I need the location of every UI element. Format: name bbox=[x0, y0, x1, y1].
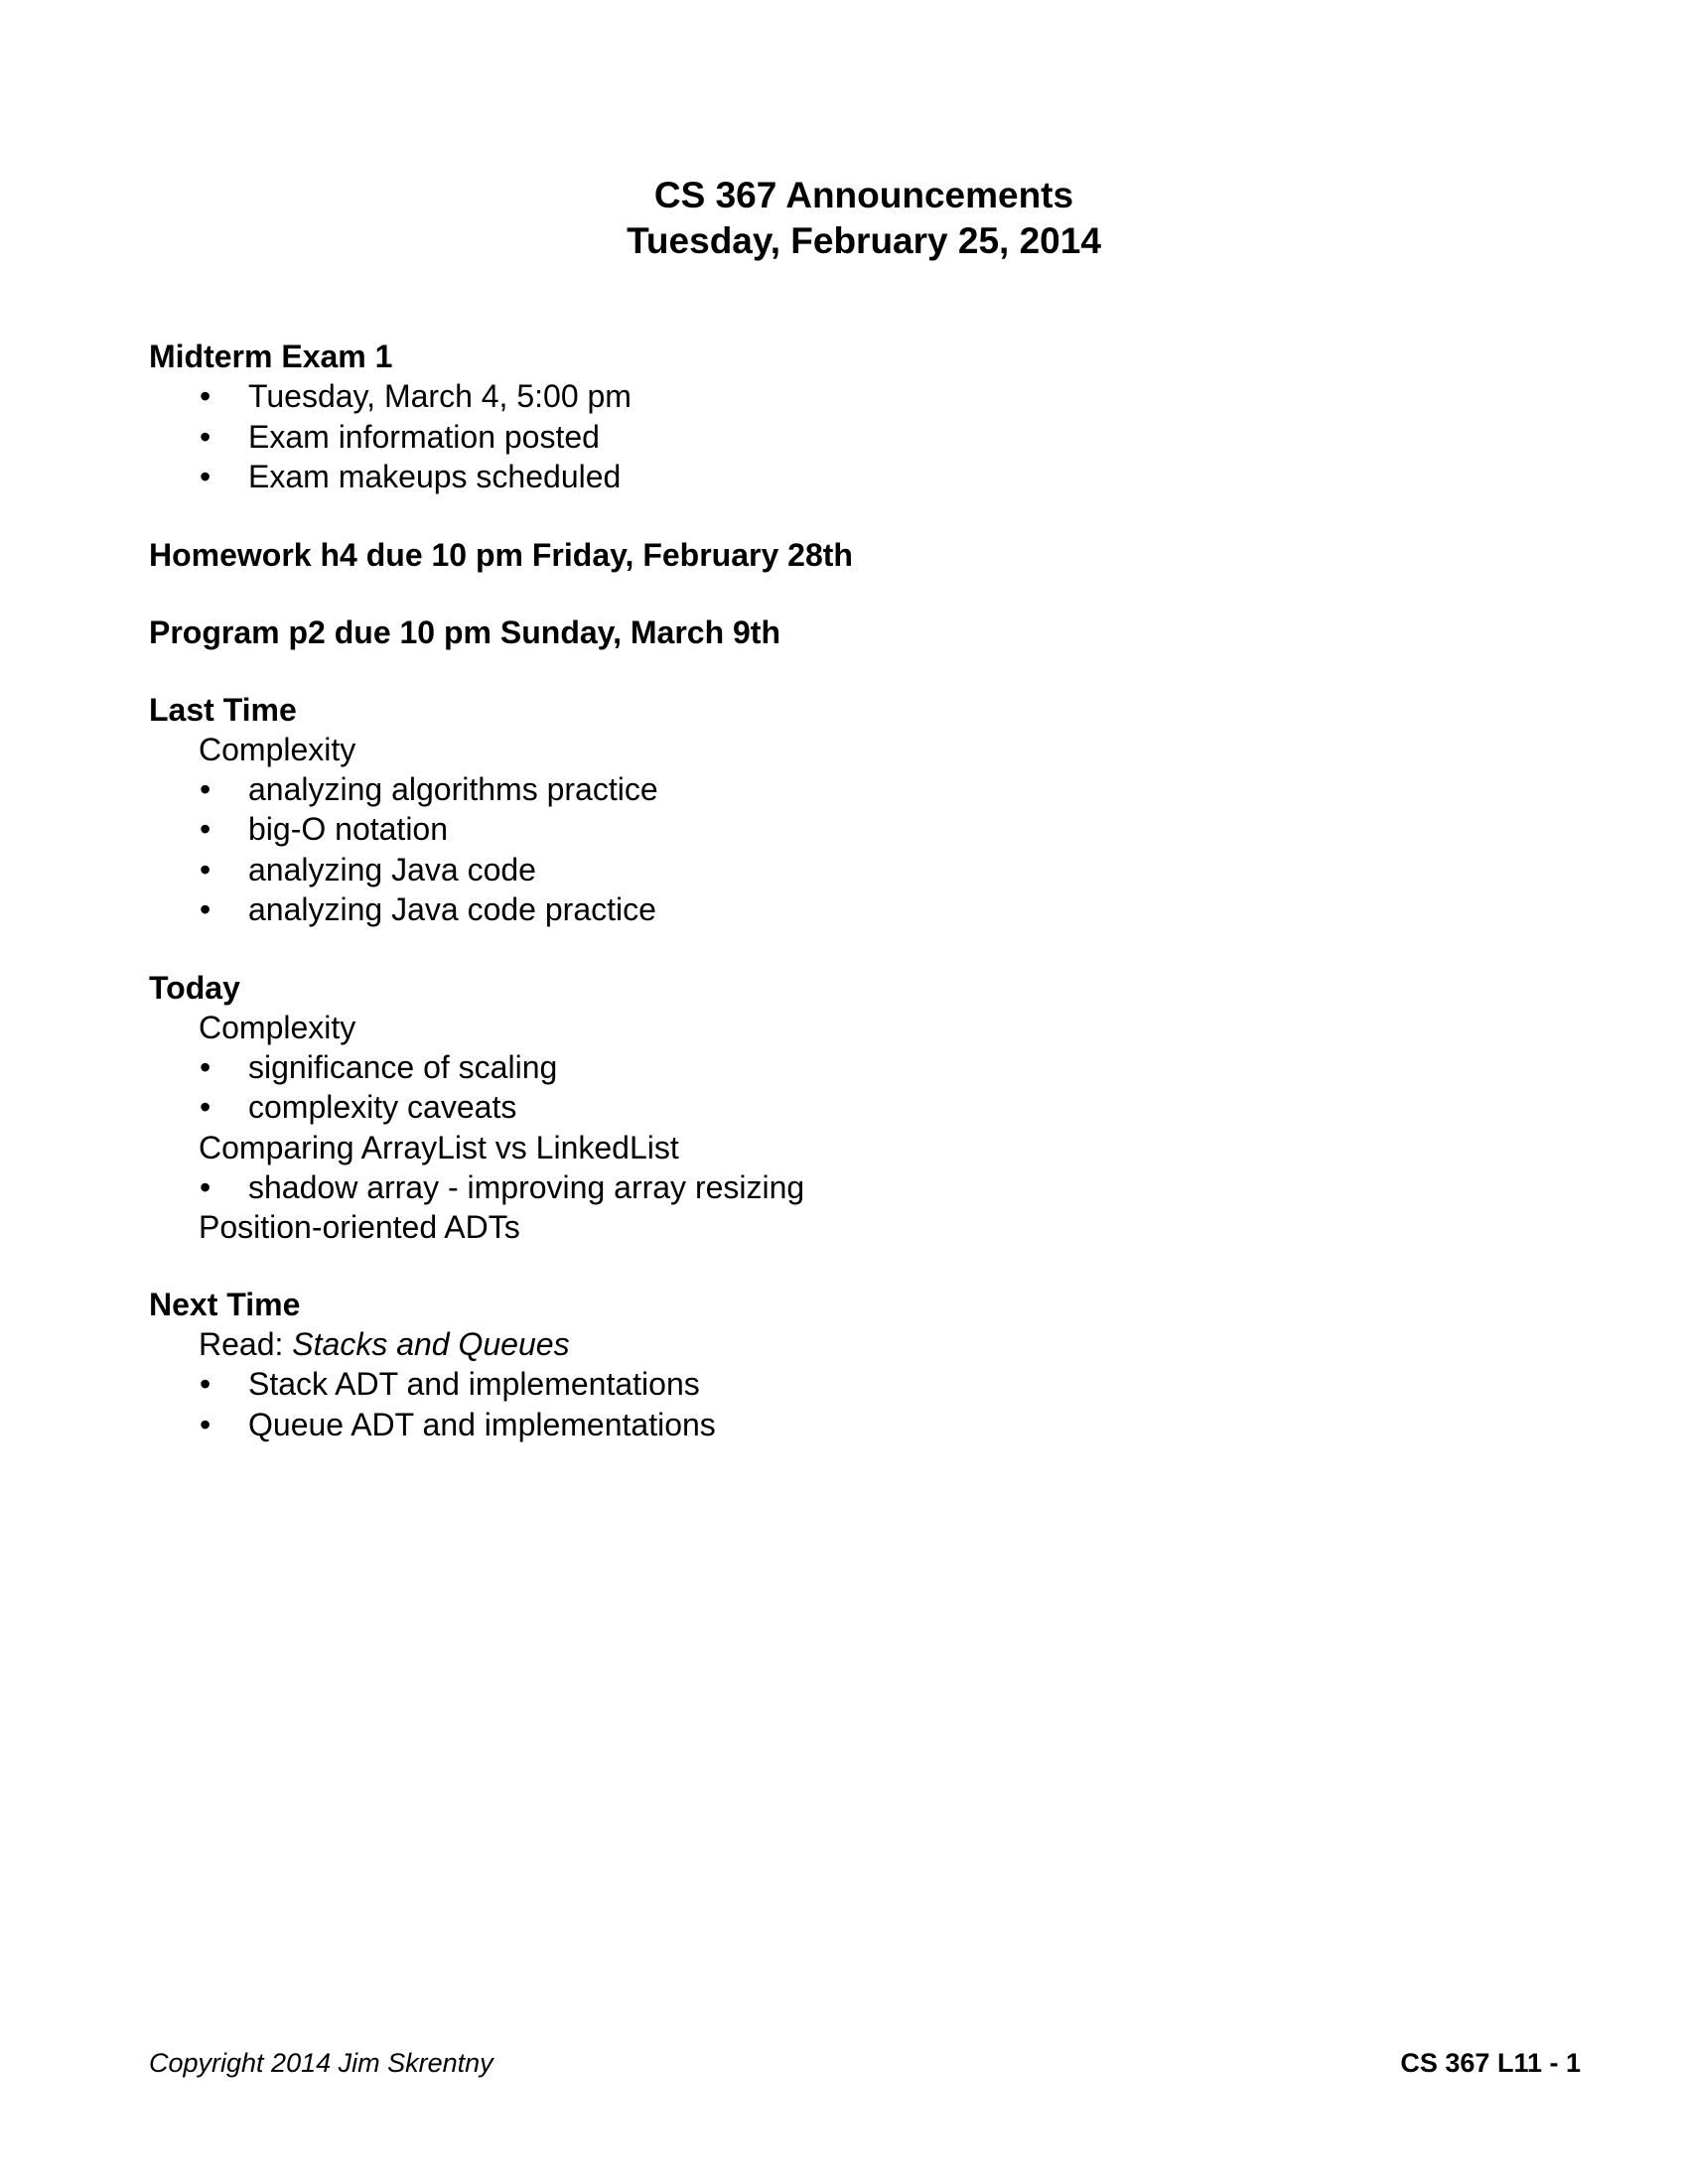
list-item: • complexity caveats bbox=[149, 1087, 1539, 1128]
bullet-icon: • bbox=[200, 459, 211, 494]
reading-label: Read: bbox=[199, 1326, 293, 1362]
last-time-topic: Complexity bbox=[199, 731, 356, 767]
program-heading: Program p2 due 10 pm Sunday, March 9th bbox=[149, 614, 780, 650]
last-time-heading: Last Time bbox=[149, 691, 297, 728]
page-title bbox=[0, 173, 1688, 264]
footer-copyright: Copyright 2014 Jim Skrentny bbox=[149, 2048, 493, 2078]
bullet-icon: • bbox=[200, 811, 211, 847]
next-time-reading bbox=[149, 1324, 1539, 1364]
today-topic-complexity: Complexity bbox=[199, 1009, 356, 1045]
bullet-icon: • bbox=[200, 1048, 211, 1085]
homework-heading: Homework h4 due 10 pm Friday, February 28th bbox=[149, 536, 853, 573]
bullet-icon: • bbox=[200, 891, 211, 927]
bullet-icon: • bbox=[200, 1089, 211, 1125]
bullet-icon: • bbox=[200, 770, 211, 807]
today-heading: Today bbox=[149, 969, 240, 1006]
list-item: • analyzing algorithms practice bbox=[149, 769, 1539, 810]
footer-page-id: CS 367 L11 - 1 bbox=[1400, 2048, 1581, 2078]
list-item: • analyzing Java code bbox=[149, 850, 1539, 890]
bullet-icon: • bbox=[200, 378, 211, 414]
section-next-time bbox=[149, 1285, 1539, 1444]
list-item: • Stack ADT and implementations bbox=[149, 1364, 1539, 1405]
midterm-heading: Midterm Exam 1 bbox=[149, 339, 393, 374]
bullet-icon: • bbox=[200, 1406, 211, 1442]
bullet-icon: • bbox=[200, 1366, 211, 1402]
title-line-course: CS 367 Announcements bbox=[653, 175, 1074, 215]
list-item: • Exam makeups scheduled bbox=[149, 457, 1539, 497]
today-topic-comparing: Comparing ArrayList vs LinkedList bbox=[199, 1129, 679, 1165]
bullet-icon: • bbox=[200, 851, 211, 887]
list-item: • Tuesday, March 4, 5:00 pm bbox=[149, 376, 1539, 417]
reading-title: Stacks and Queues bbox=[292, 1326, 570, 1362]
list-item: • significance of scaling bbox=[149, 1047, 1539, 1088]
section-midterm bbox=[149, 337, 1539, 497]
list-item: • shadow array - improving array resizing bbox=[149, 1167, 1539, 1208]
section-homework bbox=[149, 535, 1539, 575]
section-program bbox=[149, 613, 1539, 652]
list-item: • Exam information posted bbox=[149, 417, 1539, 458]
list-item: • big-O notation bbox=[149, 809, 1539, 850]
title-line-date: Tuesday, February 25, 2014 bbox=[627, 220, 1101, 261]
next-time-heading: Next Time bbox=[149, 1287, 301, 1322]
list-item: • analyzing Java code practice bbox=[149, 889, 1539, 930]
bullet-icon: • bbox=[200, 418, 211, 455]
announcements-body bbox=[149, 337, 1539, 1482]
section-last-time bbox=[149, 690, 1539, 930]
section-today bbox=[149, 968, 1539, 1248]
today-topic-adts: Position-oriented ADTs bbox=[199, 1209, 520, 1245]
bullet-icon: • bbox=[200, 1168, 211, 1205]
list-item: • Queue ADT and implementations bbox=[149, 1405, 1539, 1445]
